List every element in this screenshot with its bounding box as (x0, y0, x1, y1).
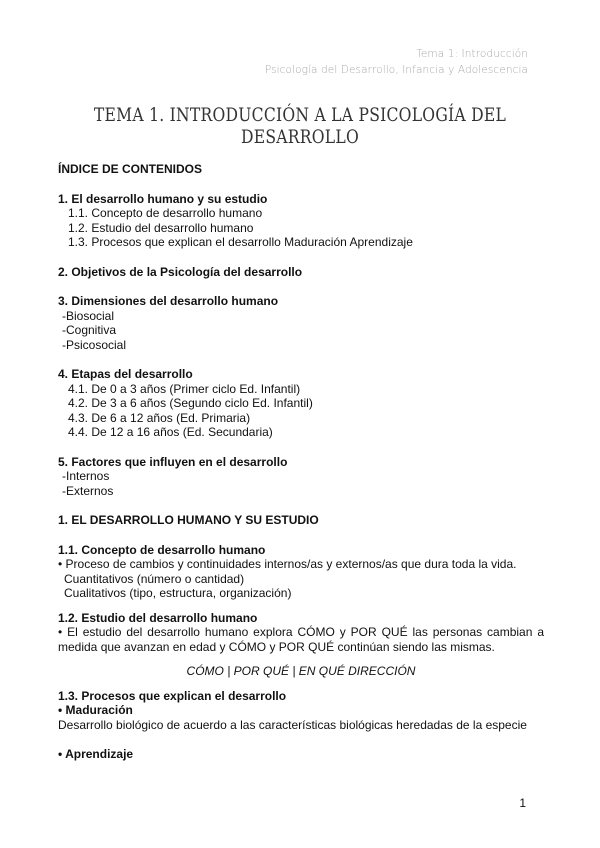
index-item: -Externos (62, 483, 114, 498)
index-item: 1.3. Procesos que explican el desarrollo Maduración Aprendizaje (68, 235, 413, 249)
index-section-1: 1. El desarrollo humano y su estudio (58, 191, 268, 206)
index-heading: ÍNDICE DE CONTENIDOS (58, 162, 203, 176)
header-subject: Psicología del Desarrollo, Infancia y Adolescencia (264, 64, 528, 76)
index-section-5: 5. Factores que influyen en el desarrollo (58, 454, 288, 469)
maduracion-text: Desarrollo biológico de acuerdo a las características biológicas heredadas de la especie (58, 717, 527, 732)
page-number: 1 (519, 796, 526, 810)
index-item: -Psicosocial (62, 337, 127, 352)
section-1-2-text: medida que avanzan en edad y CÓMO y POR QUÉ continúan siendo las mismas. (58, 639, 495, 654)
header-topic: Tema 1: Introducción (416, 48, 528, 60)
section-1-2-heading: 1.2. Estudio del desarrollo humano (58, 610, 258, 625)
section-1-3-heading: 1.3. Procesos que explican el desarrollo (58, 688, 287, 703)
index-section-3: 3. Dimensiones del desarrollo humano (58, 294, 279, 308)
section-1-2-emphasis: CÓMO | POR QUÉ | EN QUÉ DIRECCIÓN (186, 664, 416, 678)
index-item: 4.2. De 3 a 6 años (Segundo ciclo Ed. Infantil) (68, 396, 313, 410)
document-content (58, 162, 544, 762)
index-item: 4.3. De 6 a 12 años (Ed. Primaria) (68, 410, 251, 425)
index-item: -Cognitiva (62, 323, 117, 337)
section-1-1-heading: 1.1. Concepto de desarrollo humano (58, 542, 266, 557)
section-1-2-text: • El estudio del desarrollo humano explora CÓMO y POR QUÉ las personas cambian a (58, 625, 544, 639)
section-1-1-text: • Proceso de cambios y continuidades internos/as y externos/as que dura toda la vida. (58, 557, 517, 571)
running-header (265, 46, 528, 78)
index-item: 1.1. Concepto de desarrollo humano (68, 206, 263, 220)
section-1-1-text: Cualitativos (tipo, estructura, organización) (64, 586, 292, 600)
index-item: -Internos (62, 469, 110, 483)
index-item: -Biosocial (62, 308, 115, 323)
index-item: 1.2. Estudio del desarrollo humano (68, 220, 254, 235)
index-section-4: 4. Etapas del desarrollo (58, 367, 193, 381)
section-1-1-text: Cuantitativos (número o cantidad) (64, 571, 245, 586)
aprendizaje-label: • Aprendizaje (58, 747, 134, 761)
index-section-2: 2. Objetivos de la Psicología del desarrollo (58, 264, 303, 279)
section-1-heading: 1. EL DESARROLLO HUMANO Y SU ESTUDIO (58, 513, 319, 527)
document-title: TEMA 1. INTRODUCCIÓN A LA PSICOLOGÍA DEL DESARROLLO (93, 104, 507, 148)
maduracion-label: • Maduración (58, 703, 133, 717)
index-item: 4.1. De 0 a 3 años (Primer ciclo Ed. Infantil) (68, 381, 301, 396)
index-item: 4.4. De 12 a 16 años (Ed. Secundaria) (68, 425, 273, 439)
